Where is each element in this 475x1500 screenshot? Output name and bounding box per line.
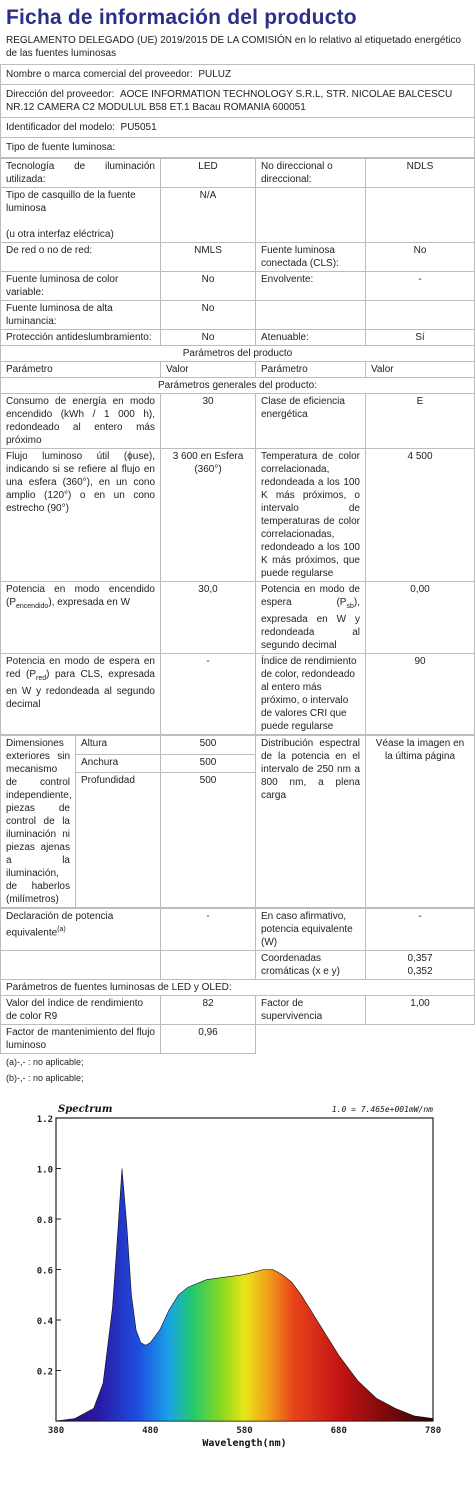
envelope-label: Envolvente: — [256, 272, 366, 301]
regulation-text: REGLAMENTO DELEGADO (UE) 2019/2015 DE LA COMISIÓN en lo relativo al etiquetado energético de las fuentes luminosas — [6, 35, 462, 59]
dimmable-label: Atenuable: — [256, 330, 366, 346]
color-value: No — [161, 272, 256, 301]
tech-label: Tecnología de iluminación utilizada: — [1, 159, 161, 188]
energy-value: 30 — [161, 394, 256, 449]
address-label: Dirección del proveedor: — [6, 89, 115, 100]
x-tick-label: 580 — [235, 1426, 253, 1436]
cls-label: Fuente luminosa conectada (CLS): — [256, 243, 366, 272]
power-on-value: 30,0 — [161, 582, 256, 654]
supplier-row — [1, 65, 475, 85]
dimmable-value: Sí — [366, 330, 475, 346]
col-param-1: Parámetro — [1, 362, 161, 378]
color-label: Fuente luminosa de color variable: — [1, 272, 161, 301]
col-param-2: Parámetro — [256, 362, 366, 378]
footnote-a: (a)-,- : no aplicable; — [6, 1057, 84, 1067]
params-title: Parámetros del producto — [1, 346, 475, 362]
survival-value: 1,00 — [366, 996, 475, 1025]
envelope-value: - — [366, 272, 475, 301]
maintenance-label: Factor de mantenimiento del flujo luminoso — [1, 1025, 161, 1054]
y-tick-label: 1.0 — [36, 1165, 53, 1176]
maintenance-value: 0,96 — [161, 1025, 256, 1054]
dimensions-table — [0, 735, 475, 908]
equiv-value: - — [161, 909, 256, 951]
chart-annotation: 1.0 = 7.465e+001mW/nm — [331, 1105, 433, 1114]
footnote-b: (b)-,- : no aplicable; — [6, 1073, 84, 1083]
tech-value: LED — [161, 159, 256, 188]
width-value: 500 — [161, 754, 256, 773]
cct-value: 4 500 — [366, 449, 475, 582]
r9-value: 82 — [161, 996, 256, 1025]
equiv-power-label: En caso afirmativo, potencia equivalente (W) — [256, 909, 366, 951]
chroma-value: 0,357 0,352 — [366, 951, 475, 980]
depth-label: Profundidad — [76, 773, 161, 908]
y-tick-label: 1.2 — [36, 1115, 53, 1125]
high-luminance-label: Fuente luminosa de alta luminancia: — [1, 301, 161, 330]
survival-label: Factor de supervivencia — [256, 996, 366, 1025]
supplier-value: PULUZ — [198, 69, 232, 80]
y-tick-label: 0.4 — [36, 1317, 53, 1327]
model-value: PU5051 — [120, 122, 157, 133]
equiv-power-value: - — [366, 909, 475, 951]
x-axis-label: Wavelength(nm) — [201, 1438, 287, 1449]
chart-title: Spectrum — [57, 1104, 112, 1115]
supplier-table — [0, 64, 475, 158]
light-source-table — [0, 158, 475, 735]
height-label: Altura — [76, 736, 161, 755]
mains-value: NMLS — [161, 243, 256, 272]
y-tick-label: 0.8 — [36, 1216, 53, 1226]
col-value-1: Valor — [161, 362, 256, 378]
glare-value: No — [161, 330, 256, 346]
power-on-label: Potencia en modo encendido $(P_{encendido})$, expresada en W — [1, 582, 161, 654]
cls-value: No — [366, 243, 475, 272]
equivalence-table — [0, 908, 475, 1054]
ndir-label: No direccional o direccional: — [256, 159, 366, 188]
y-tick-label: 0.6 — [36, 1266, 53, 1277]
x-tick-label: 780 — [424, 1426, 441, 1436]
spd-label: Distribución espectral de la potencia en el intervalo de 250 nm a 800 nm, a plena carga — [256, 736, 366, 908]
x-tick-label: 380 — [47, 1426, 64, 1436]
height-value: 500 — [161, 736, 256, 755]
address-value: AOCE INFORMATION TECHNOLOGY S.R.L, STR. NICOLAE BALCESCU NR.12 CAMERA C2 MODULUL B58 ET.1 Bacau ROMANIA 600051 — [6, 89, 453, 113]
cct-label: Temperatura de color correlacionada, redondeada a los 100 K más próximos, o intervalo de temperaturas de color correlacionadas, redondeado a los 100 K más próximos, que puede regularse — [256, 449, 366, 582]
general-title: Parámetros generales del producto: — [1, 378, 475, 394]
cri-label: Índice de rendimiento de color, redondeado al entero más próximo, o intervalo de valores CRI que puede regularse — [256, 654, 366, 735]
high-luminance-value: No — [161, 301, 256, 330]
width-label: Anchura — [76, 754, 161, 773]
led-title: Parámetros de fuentes luminosas de LED y OLED: — [1, 980, 475, 996]
x-tick-label: 480 — [141, 1426, 158, 1436]
cap-label: Tipo de casquillo de la fuente luminosa (u otra interfaz eléctrica) — [1, 188, 161, 243]
standby-label: Potencia en modo de espera $(P_{sb})$, expresada en W y redondeada al segundo decimal — [256, 582, 366, 654]
class-label: Clase de eficiencia energética — [256, 394, 366, 449]
ndir-value: NDLS — [366, 159, 475, 188]
depth-value: 500 — [161, 773, 256, 908]
glare-label: Protección antideslumbramiento: — [1, 330, 161, 346]
light-source-type-heading: Tipo de fuente luminosa: — [1, 138, 475, 158]
mains-label: De red o no de red: — [1, 243, 161, 272]
net-standby-value: - — [161, 654, 256, 735]
page-title: Ficha de información del producto — [6, 6, 357, 29]
chroma-label: Coordenadas cromáticas (x e y) — [256, 951, 366, 980]
col-value-2: Valor — [366, 362, 475, 378]
model-label: Identificador del modelo: — [6, 122, 115, 133]
model-row — [1, 118, 475, 138]
flux-label: Flujo luminoso útil (ϕuse), indicando si se refiere al flujo en una esfera (360°), en un cono amplio (120°) o en un cono estrecho (90°) — [1, 449, 161, 582]
class-value: E — [366, 394, 475, 449]
spectrum-chart — [28, 1096, 448, 1450]
r9-label: Valor del índice de rendimiento de color R9 — [1, 996, 161, 1025]
spd-value: Véase la imagen en la última página — [366, 736, 475, 908]
dims-label: Dimensiones exteriores sin mecanismo de control independiente, piezas de control de la iluminación ni piezas ajenas a la iluminación, de haberlos (milímetros) — [1, 736, 76, 908]
cri-value: 90 — [366, 654, 475, 735]
energy-label: Consumo de energía en modo encendido (kWh / 1 000 h), redondeado al entero más próximo — [1, 394, 161, 449]
y-tick-label: 0.2 — [36, 1367, 53, 1378]
equiv-label: Declaración de potencia equivalente$^{(a)}$ — [1, 909, 161, 951]
standby-value: 0,00 — [366, 582, 475, 654]
cap-value: N/A — [161, 188, 256, 243]
x-tick-label: 680 — [330, 1426, 347, 1436]
supplier-label: Nombre o marca comercial del proveedor: — [6, 69, 193, 80]
address-row — [1, 85, 475, 118]
net-standby-label: Potencia en modo de espera en red $(P_{red})$ para CLS, expresada en W y redondeada al segundo decimal — [1, 654, 161, 735]
flux-value: 3 600 en Esfera (360°) — [161, 449, 256, 582]
